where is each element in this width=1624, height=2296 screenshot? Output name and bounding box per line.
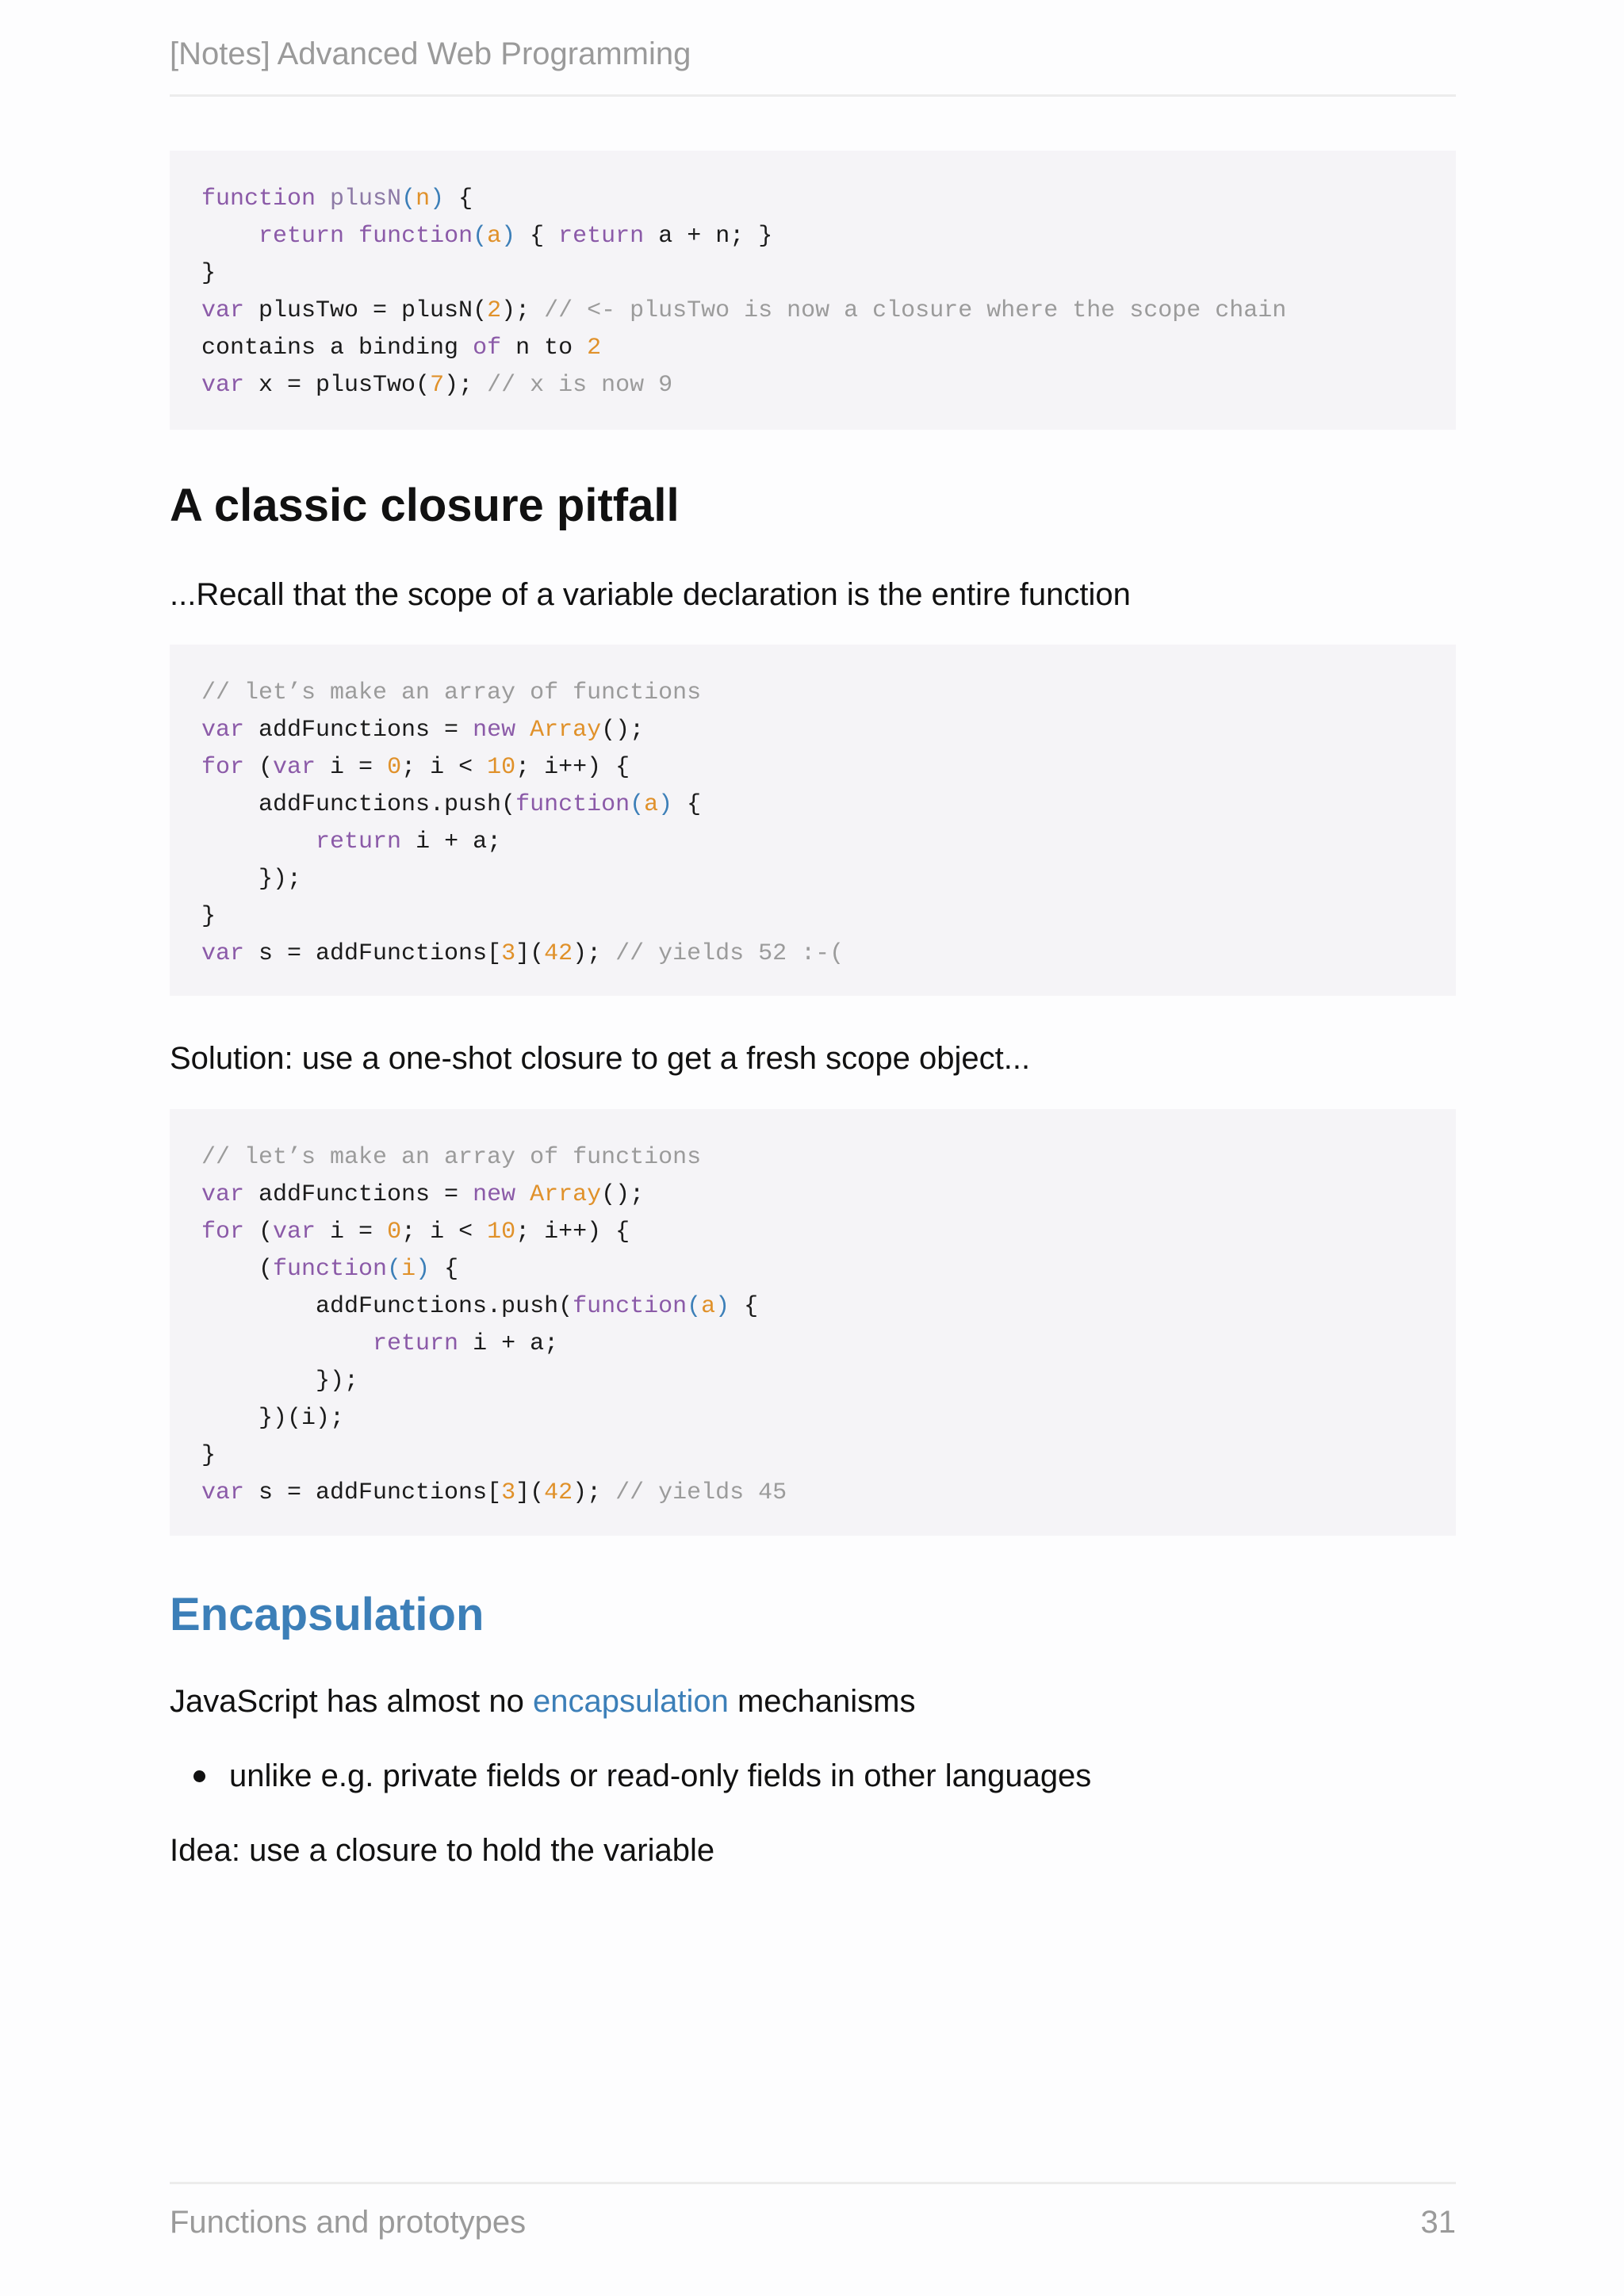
code-number: 10 [487,1219,516,1246]
code-keyword: function [358,223,473,250]
code-line [201,898,1424,936]
code-paren: ) [658,791,673,818]
code-number: 42 [544,940,573,967]
code-line [201,749,1424,786]
code-comment: // let’s make an array of functions [201,679,702,706]
code-token: ); [573,1479,616,1506]
code-line [201,1214,1424,1251]
code-line [201,181,1424,218]
code-number: 2 [587,335,602,362]
code-number: 10 [487,754,516,781]
code-line [201,367,1424,404]
list-item [193,1758,1091,1794]
page-number: 31 [1420,2205,1456,2240]
code-line [201,861,1424,898]
code-token [515,717,530,744]
code-token: })(i); [201,1405,345,1432]
code-token: ); [573,940,616,967]
code-paren: ) [715,1293,730,1320]
code-token: s = addFunctions[ [244,1479,502,1506]
code-number: 3 [501,1479,516,1506]
code-comment: // x is now 9 [487,372,673,399]
code-token: ( [244,1219,274,1246]
code-token: i + a; [401,828,502,855]
code-token: { [515,223,559,250]
code-line [201,1475,1424,1512]
code-token: ; i < [401,754,488,781]
code-token: }); [201,1368,359,1395]
code-token: ]( [515,1479,545,1506]
heading-closure-pitfall: A classic closure pitfall [170,480,680,531]
code-keyword: var [201,1479,245,1506]
code-number: 0 [387,1219,402,1246]
code-block-solution [170,1109,1456,1536]
list-item-text: unlike e.g. private fields or read-only fields in other languages [229,1758,1092,1793]
code-token: addFunctions = [244,717,473,744]
code-token: i = [316,1219,388,1246]
text-span: JavaScript has almost no [170,1684,533,1719]
code-keyword: var [201,297,245,324]
code-token: n to [501,335,588,362]
bullet-icon [193,1770,205,1782]
code-keyword: return [558,223,645,250]
code-line [201,1400,1424,1437]
code-number: 42 [544,1479,573,1506]
code-number: 3 [501,940,516,967]
code-paren: ) [416,1256,431,1283]
code-token: addFunctions.push( [201,1293,573,1320]
code-keyword: return [316,828,402,855]
code-keyword: of [473,335,502,362]
paragraph-scope-recall: ...Recall that the scope of a variable declaration is the entire function [170,577,1131,612]
paragraph-solution: Solution: use a one-shot closure to get a fresh scope object... [170,1041,1031,1076]
paragraph-idea: Idea: use a closure to hold the variable [170,1833,715,1868]
code-keyword: var [273,754,316,781]
code-line [201,1363,1424,1400]
code-token: (); [601,717,645,744]
code-line [201,1251,1424,1288]
code-token: ); [444,372,488,399]
code-function-name: plusN [330,186,402,212]
code-token: } [201,260,216,287]
code-line [201,786,1424,824]
code-comment: // yields 52 :-( [615,940,845,967]
code-comment: // <- plusTwo is now a closure where the scope chain [544,297,1287,324]
code-number: 7 [430,372,445,399]
code-line [201,293,1424,330]
code-token: i = [316,754,388,781]
code-token [316,186,330,212]
code-token: addFunctions = [244,1181,473,1208]
code-line [201,824,1424,861]
code-token: ]( [515,940,545,967]
code-token: addFunctions.push( [201,791,516,818]
code-token: ( [201,1256,274,1283]
code-token: a + n; } [644,223,773,250]
code-keyword: var [201,372,245,399]
code-class-name: Array [530,1181,602,1208]
code-keyword: new [473,1181,516,1208]
code-token: ; i < [401,1219,488,1246]
text-span: mechanisms [728,1684,916,1719]
code-token: plusTwo = plusN( [244,297,488,324]
code-token: contains a binding [201,335,473,362]
code-keyword: for [201,1219,245,1246]
code-line [201,1437,1424,1475]
code-token: { [672,791,702,818]
code-token: s = addFunctions[ [244,940,502,967]
code-token: } [201,1442,216,1469]
encapsulation-link[interactable]: encapsulation [533,1684,729,1719]
code-class-name: Array [530,717,602,744]
code-comment: // yields 45 [615,1479,787,1506]
code-paren: ( [401,186,416,212]
code-block-plusn [170,151,1456,430]
code-number: 0 [387,754,402,781]
code-paren: ) [501,223,516,250]
code-token: i + a; [458,1330,559,1357]
code-keyword: var [201,1181,245,1208]
code-keyword: function [201,186,316,212]
document-title: [Notes] Advanced Web Programming [170,36,691,71]
code-paren: ( [473,223,488,250]
code-line [201,712,1424,749]
code-number: 2 [487,297,502,324]
code-token: ; i++) { [515,754,630,781]
code-indent [201,828,316,855]
code-param: a [701,1293,716,1320]
code-keyword: function [515,791,630,818]
code-token: } [201,903,216,930]
code-token [344,223,358,250]
code-comment: // let’s make an array of functions [201,1144,702,1171]
code-param: a [644,791,659,818]
code-token [515,1181,530,1208]
code-param: i [401,1256,416,1283]
code-token: { [444,186,473,212]
code-paren: ) [430,186,445,212]
code-keyword: function [573,1293,688,1320]
code-keyword: function [273,1256,388,1283]
code-indent [201,223,259,250]
code-keyword: var [273,1219,316,1246]
code-token: }); [201,866,302,893]
code-line [201,255,1424,293]
code-block-pitfall [170,645,1456,996]
code-line [201,1139,1424,1177]
code-token: { [430,1256,459,1283]
code-line [201,1177,1424,1214]
code-line [201,330,1424,367]
code-line [201,1288,1424,1326]
code-token: (); [601,1181,645,1208]
code-keyword: return [259,223,345,250]
code-line [201,675,1424,712]
code-line [201,1326,1424,1363]
code-paren: ( [387,1256,402,1283]
code-param: a [487,223,502,250]
code-paren: ( [687,1293,702,1320]
heading-encapsulation: Encapsulation [170,1589,485,1640]
code-line [201,218,1424,255]
code-keyword: var [201,940,245,967]
code-param: n [416,186,431,212]
code-keyword: var [201,717,245,744]
code-token: x = plusTwo( [244,372,431,399]
code-token: { [730,1293,759,1320]
code-keyword: new [473,717,516,744]
paragraph-encapsulation [170,1684,915,1720]
code-token: ( [244,754,274,781]
code-token: ); [501,297,545,324]
footer-chapter: Functions and prototypes [170,2205,527,2240]
code-line [201,936,1424,973]
running-footer [170,2182,1456,2241]
code-paren: ( [630,791,645,818]
code-keyword: for [201,754,245,781]
running-header [170,36,1456,97]
code-keyword: return [373,1330,459,1357]
code-token: ; i++) { [515,1219,630,1246]
code-indent [201,1330,373,1357]
